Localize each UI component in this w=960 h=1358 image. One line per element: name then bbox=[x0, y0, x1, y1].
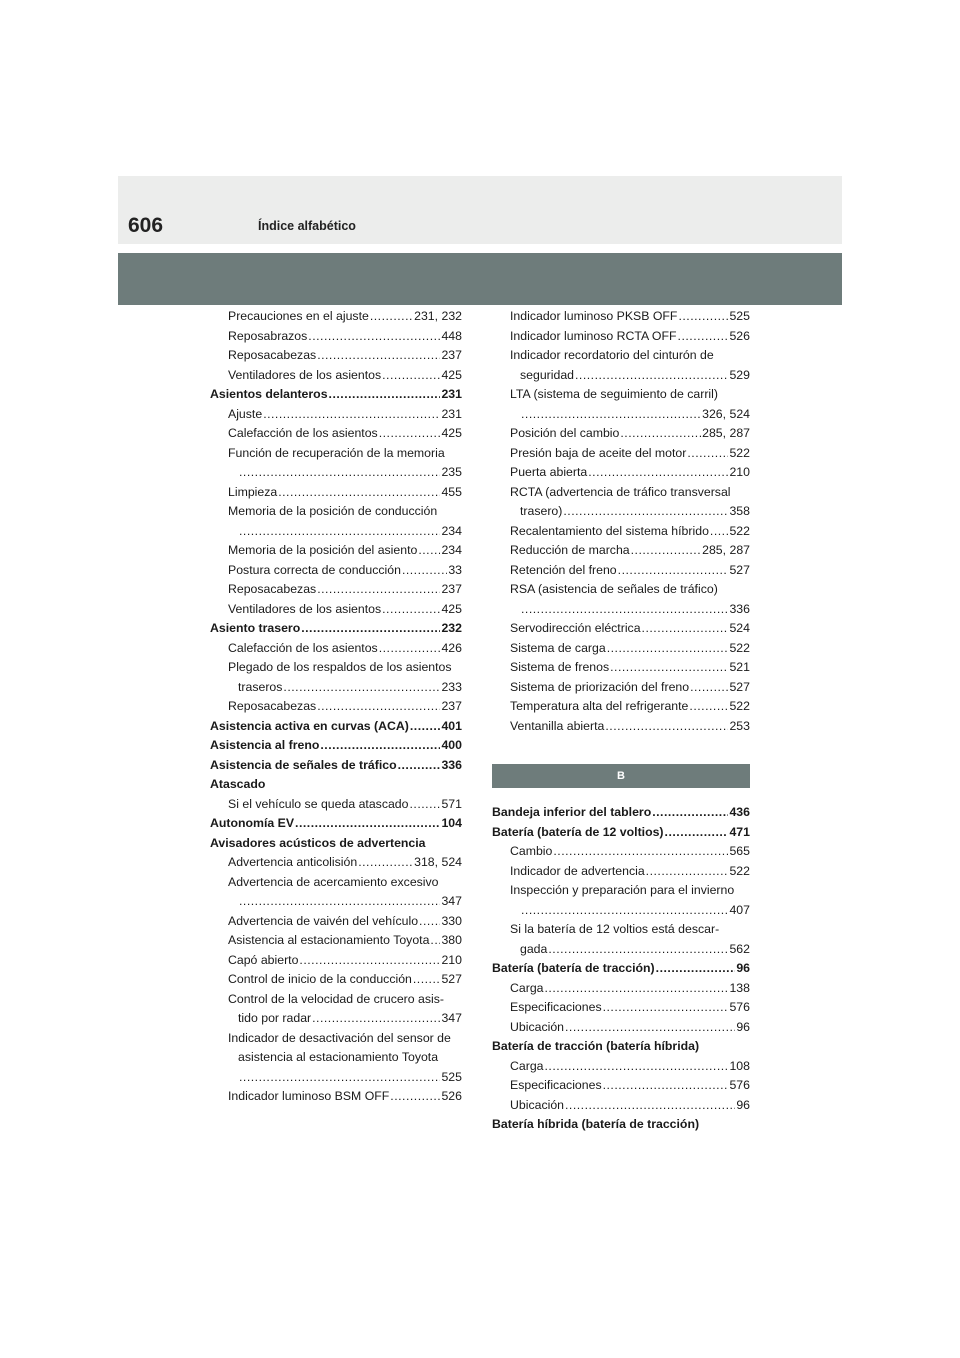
index-entry-page: 562 bbox=[729, 941, 750, 956]
index-entry-label: Batería de tracción (batería híbrida) bbox=[492, 1039, 700, 1053]
index-entry-label: Si la batería de 12 voltios está descar- bbox=[510, 922, 720, 936]
index-column-left bbox=[210, 307, 462, 1107]
dot-leader bbox=[521, 901, 728, 921]
index-entry bbox=[492, 862, 750, 882]
dot-leader bbox=[379, 424, 441, 444]
index-entry bbox=[492, 483, 750, 503]
dot-leader bbox=[565, 1018, 735, 1038]
index-entry bbox=[210, 736, 462, 756]
index-entry bbox=[492, 959, 750, 979]
index-entry bbox=[210, 346, 462, 366]
index-entry-label: Carga bbox=[510, 980, 544, 995]
index-entry bbox=[492, 901, 750, 921]
dot-leader bbox=[263, 405, 440, 425]
index-entry bbox=[210, 522, 462, 542]
index-entry-page: 96 bbox=[736, 1019, 750, 1034]
index-entry-page: 527 bbox=[729, 562, 750, 577]
index-entry-label: RCTA (advertencia de tráfico transversal bbox=[510, 484, 731, 499]
index-entry-label: Indicador luminoso BSM OFF bbox=[228, 1089, 390, 1103]
index-entry-page: 522 bbox=[729, 640, 750, 655]
index-entry-label: Batería híbrida (batería de tracción) bbox=[492, 1117, 700, 1131]
index-entry bbox=[210, 307, 462, 327]
index-entry bbox=[492, 405, 750, 425]
index-entry bbox=[492, 1037, 750, 1057]
index-entry-label: asistencia al estacionamiento Toyota bbox=[238, 1050, 439, 1064]
dot-leader bbox=[358, 853, 413, 873]
index-entry bbox=[492, 385, 750, 405]
index-entry-label: Indicador luminoso RCTA OFF bbox=[510, 328, 677, 343]
index-entry bbox=[492, 639, 750, 659]
index-entry-label: Advertencia de acercamiento excesivo bbox=[228, 874, 439, 889]
index-entry-page: 96 bbox=[736, 961, 750, 975]
index-entry-label: Reposabrazos bbox=[228, 328, 308, 343]
index-entry-page: 436 bbox=[729, 805, 750, 819]
dot-leader bbox=[379, 639, 441, 659]
dot-leader bbox=[548, 940, 728, 960]
index-entry-page: 525 bbox=[441, 1069, 462, 1084]
index-entry bbox=[492, 717, 750, 737]
index-right-bottom bbox=[492, 803, 750, 1135]
index-entry-page: 232 bbox=[441, 621, 462, 635]
dot-leader bbox=[521, 405, 701, 425]
dot-leader bbox=[278, 483, 440, 503]
dot-leader bbox=[430, 931, 440, 951]
index-entry-label: Indicador luminoso PKSB OFF bbox=[510, 309, 678, 323]
index-entry bbox=[210, 756, 462, 776]
index-entry bbox=[210, 697, 462, 717]
index-entry-label: Indicador de advertencia bbox=[510, 863, 645, 878]
index-entry-page: 336 bbox=[441, 757, 462, 772]
dot-leader bbox=[563, 502, 728, 522]
dot-leader bbox=[545, 1057, 729, 1077]
index-entry-label: Calefacción de los asientos bbox=[228, 640, 378, 655]
index-entry-page: 285, 287 bbox=[702, 426, 750, 440]
index-entry-label: Asistencia al estacionamiento Toyota bbox=[228, 933, 430, 947]
index-entry-page: 526 bbox=[441, 1089, 462, 1103]
section-spacer bbox=[492, 736, 750, 764]
dot-leader bbox=[283, 678, 440, 698]
dot-leader bbox=[678, 327, 729, 347]
index-entry-page: 522 bbox=[729, 863, 750, 878]
index-entry-page: 358 bbox=[729, 504, 750, 518]
index-entry bbox=[210, 814, 462, 834]
dot-leader bbox=[413, 970, 441, 990]
index-entry bbox=[492, 327, 750, 347]
index-entry bbox=[492, 307, 750, 327]
page-number: 606 bbox=[128, 214, 164, 237]
index-entry-label: Presión baja de aceite del motor bbox=[510, 445, 687, 460]
dot-leader bbox=[299, 951, 440, 971]
index-entry-page: 237 bbox=[441, 582, 462, 596]
index-entry bbox=[210, 444, 462, 464]
index-entry-label: Ventanilla abierta bbox=[510, 718, 605, 733]
index-entry-page: 565 bbox=[729, 844, 750, 858]
index-entry-page: 231 bbox=[441, 387, 462, 401]
index-entry bbox=[492, 1096, 750, 1116]
index-entry-label: Ventiladores de los asientos bbox=[228, 367, 382, 382]
index-entry-label: tido por radar bbox=[238, 1011, 312, 1025]
index-entry bbox=[492, 697, 750, 717]
index-entry-page: 425 bbox=[441, 601, 462, 616]
index-entry-page: 231 bbox=[441, 406, 462, 421]
index-entry bbox=[210, 1029, 462, 1049]
index-entry-page: 347 bbox=[441, 894, 462, 908]
dot-leader bbox=[607, 639, 729, 659]
index-entry-page: 235 bbox=[441, 465, 462, 479]
index-entry-page: 525 bbox=[729, 309, 750, 323]
dot-leader bbox=[239, 522, 440, 542]
dot-leader bbox=[545, 979, 729, 999]
index-entry-label: Sistema de frenos bbox=[510, 660, 610, 674]
index-entry bbox=[492, 842, 750, 862]
index-entry-page: 380 bbox=[441, 933, 462, 947]
index-entry-label: Avisadores acústicos de advertencia bbox=[210, 835, 426, 850]
index-entry bbox=[492, 678, 750, 698]
dot-leader bbox=[295, 814, 440, 834]
index-entry bbox=[492, 541, 750, 561]
index-entry bbox=[210, 561, 462, 581]
index-entry bbox=[492, 1057, 750, 1077]
index-entry bbox=[492, 580, 750, 600]
dot-leader bbox=[409, 795, 440, 815]
index-entry-page: 425 bbox=[441, 367, 462, 382]
index-entry-page: 210 bbox=[441, 952, 462, 967]
index-entry-label: Reposacabezas bbox=[228, 699, 317, 713]
index-entry bbox=[210, 385, 462, 405]
index-entry-page: 33 bbox=[448, 562, 462, 577]
index-entry bbox=[210, 658, 462, 678]
index-entry bbox=[492, 803, 750, 823]
index-entry-label: Atascado bbox=[210, 777, 266, 791]
index-entry-label: Asientos delanteros bbox=[210, 387, 328, 401]
index-entry bbox=[492, 600, 750, 620]
index-entry bbox=[210, 951, 462, 971]
index-entry-label: traseros bbox=[238, 679, 283, 694]
index-entry bbox=[492, 561, 750, 581]
index-entry bbox=[492, 1115, 750, 1135]
dot-leader bbox=[652, 803, 728, 823]
index-entry-label: Asiento trasero bbox=[210, 621, 301, 635]
dot-leader bbox=[610, 658, 728, 678]
index-entry-label: Si el vehículo se queda atascado bbox=[228, 796, 409, 811]
index-entry-label: Indicador recordatorio del cinturón de bbox=[510, 348, 714, 362]
index-entry bbox=[210, 834, 462, 854]
index-entry bbox=[492, 463, 750, 483]
index-entry-label: Bandeja inferior del tablero bbox=[492, 805, 652, 819]
index-entry-page: 425 bbox=[441, 426, 462, 440]
dot-leader bbox=[301, 619, 440, 639]
index-entry bbox=[492, 346, 750, 366]
index-entry bbox=[210, 327, 462, 347]
index-entry-label: trasero) bbox=[520, 504, 563, 518]
dot-leader bbox=[618, 561, 729, 581]
index-entry-label: Retención del freno bbox=[510, 562, 617, 577]
dot-leader bbox=[553, 842, 728, 862]
index-entry bbox=[210, 1048, 462, 1068]
index-entry-page: 233 bbox=[441, 679, 462, 694]
index-entry-page: 104 bbox=[441, 816, 462, 830]
index-entry bbox=[210, 853, 462, 873]
index-entry-page: 522 bbox=[729, 445, 750, 460]
index-entry bbox=[492, 619, 750, 639]
index-entry-label: Memoria de la posición de conducción bbox=[228, 504, 438, 518]
header-dark-band bbox=[118, 253, 842, 305]
index-entry-page: 336 bbox=[729, 601, 750, 616]
index-entry-label: Carga bbox=[510, 1058, 544, 1073]
index-entry-page: 237 bbox=[441, 699, 462, 713]
index-entry-page: 96 bbox=[736, 1097, 750, 1112]
index-entry-label: Batería (batería de tracción) bbox=[492, 961, 655, 975]
index-entry-label: Postura correcta de conducción bbox=[228, 562, 401, 577]
dot-leader bbox=[419, 912, 440, 932]
index-entry-page: 529 bbox=[729, 367, 750, 382]
index-entry-label: Plegado de los respaldos de los asientos bbox=[228, 660, 452, 674]
index-entry-label: gada bbox=[520, 941, 548, 956]
index-entry-label: Advertencia anticolisión bbox=[228, 855, 358, 869]
index-entry-label: Inspección y preparación para el invierno bbox=[510, 883, 735, 897]
index-entry-page: 210 bbox=[729, 465, 750, 479]
index-entry-label: Ajuste bbox=[228, 406, 263, 421]
index-entry bbox=[492, 823, 750, 843]
index-entry bbox=[492, 1018, 750, 1038]
index-entry-page: 527 bbox=[441, 972, 462, 986]
index-entry-page: 318, 524 bbox=[414, 855, 462, 869]
index-entry bbox=[492, 502, 750, 522]
index-entry-label: Batería (batería de 12 voltios) bbox=[492, 824, 664, 839]
dot-leader bbox=[521, 600, 728, 620]
dot-leader bbox=[317, 697, 440, 717]
index-entry bbox=[492, 920, 750, 940]
index-entry-label: Sistema de carga bbox=[510, 640, 606, 655]
index-entry-page: 285, 287 bbox=[702, 543, 750, 557]
index-entry bbox=[210, 873, 462, 893]
index-entry-label: Ubicación bbox=[510, 1019, 564, 1034]
index-right-top bbox=[492, 307, 750, 736]
dot-leader bbox=[418, 541, 440, 561]
index-entry-label: Asistencia de señales de tráfico bbox=[210, 757, 397, 772]
index-entry-page: 108 bbox=[729, 1058, 750, 1073]
dot-leader bbox=[603, 998, 729, 1018]
index-entry-page: 347 bbox=[441, 1011, 462, 1025]
dot-leader bbox=[642, 619, 729, 639]
index-entry-label: Memoria de la posición del asiento bbox=[228, 543, 418, 557]
index-entry-label: Calefacción de los asientos bbox=[228, 426, 378, 440]
index-entry-page: 400 bbox=[441, 738, 462, 752]
index-entry-label: Especificaciones bbox=[510, 1078, 602, 1092]
index-entry bbox=[492, 424, 750, 444]
index-entry-page: 522 bbox=[729, 523, 750, 538]
dot-leader bbox=[317, 346, 440, 366]
index-entry bbox=[492, 979, 750, 999]
dot-leader bbox=[410, 717, 441, 737]
letter-heading-b: B bbox=[492, 764, 750, 788]
index-entry-label: Especificaciones bbox=[510, 1000, 602, 1014]
index-entry-page: 471 bbox=[729, 824, 750, 839]
dot-leader bbox=[656, 959, 736, 979]
index-entry-page: 253 bbox=[729, 718, 750, 733]
section-title: Índice alfabético bbox=[258, 219, 356, 233]
index-entry bbox=[492, 444, 750, 464]
index-entry-label: Temperatura alta del refrigerante bbox=[510, 699, 689, 713]
index-entry-label: Precauciones en el ajuste bbox=[228, 309, 369, 323]
index-entry bbox=[210, 580, 462, 600]
index-entry bbox=[210, 775, 462, 795]
index-entry bbox=[210, 463, 462, 483]
dot-leader bbox=[646, 862, 729, 882]
index-entry-label: Limpieza bbox=[228, 484, 278, 499]
index-entry bbox=[210, 892, 462, 912]
index-entry-page: 576 bbox=[729, 1078, 750, 1092]
index-entry bbox=[210, 424, 462, 444]
index-entry-label: Capó abierto bbox=[228, 952, 299, 967]
index-entry-label: Autonomía EV bbox=[210, 816, 295, 830]
index-entry-label: Ubicación bbox=[510, 1097, 564, 1112]
index-entry bbox=[210, 600, 462, 620]
dot-leader bbox=[320, 736, 440, 756]
index-entry-label: Control de la velocidad de crucero asis- bbox=[228, 991, 444, 1006]
index-entry-page: 522 bbox=[729, 699, 750, 713]
index-entry-label: Asistencia al freno bbox=[210, 738, 320, 752]
dot-leader bbox=[382, 600, 440, 620]
index-column-right bbox=[492, 307, 750, 1135]
index-entry-label: RSA (asistencia de señales de tráfico) bbox=[510, 582, 718, 596]
index-entry bbox=[210, 405, 462, 425]
index-entry bbox=[492, 366, 750, 386]
dot-leader bbox=[689, 697, 728, 717]
index-entry-page: 521 bbox=[729, 660, 750, 674]
index-entry-label: Indicador de desactivación del sensor de bbox=[228, 1030, 451, 1045]
index-entry bbox=[210, 912, 462, 932]
index-entry bbox=[210, 717, 462, 737]
index-entry-page: 326, 524 bbox=[702, 406, 750, 421]
dot-leader bbox=[239, 463, 440, 483]
index-entry bbox=[492, 658, 750, 678]
index-entry bbox=[210, 483, 462, 503]
index-entry-label: seguridad bbox=[520, 367, 575, 382]
dot-leader bbox=[690, 678, 728, 698]
dot-leader bbox=[382, 366, 440, 386]
index-entry bbox=[492, 881, 750, 901]
index-entry-page: 526 bbox=[729, 328, 750, 343]
index-entry bbox=[492, 940, 750, 960]
index-entry bbox=[492, 522, 750, 542]
index-entry bbox=[210, 1009, 462, 1029]
index-entry-label: Función de recuperación de la memoria bbox=[228, 445, 445, 460]
dot-leader bbox=[631, 541, 702, 561]
index-entry-label: Advertencia de vaivén del vehículo bbox=[228, 913, 419, 928]
index-entry-page: 527 bbox=[729, 679, 750, 694]
index-entry-label: LTA (sistema de seguimiento de carril) bbox=[510, 387, 718, 401]
dot-leader bbox=[402, 561, 447, 581]
index-entry-page: 455 bbox=[441, 484, 462, 499]
dot-leader bbox=[565, 1096, 735, 1116]
index-entry bbox=[210, 1087, 462, 1107]
dot-leader bbox=[575, 366, 728, 386]
header-band bbox=[118, 176, 842, 244]
dot-leader bbox=[312, 1009, 440, 1029]
dot-leader bbox=[398, 756, 441, 776]
index-entry-page: 234 bbox=[441, 543, 462, 557]
index-entry bbox=[210, 541, 462, 561]
index-entry bbox=[210, 1068, 462, 1088]
index-entry-label: Reposacabezas bbox=[228, 582, 317, 596]
dot-leader bbox=[329, 385, 441, 405]
index-entry-page: 237 bbox=[441, 348, 462, 362]
index-entry-page: 576 bbox=[729, 1000, 750, 1014]
dot-leader bbox=[665, 823, 729, 843]
index-entry bbox=[492, 1076, 750, 1096]
dot-leader bbox=[687, 444, 728, 464]
index-entry bbox=[210, 366, 462, 386]
dot-leader bbox=[605, 717, 728, 737]
index-entry-label: Posición del cambio bbox=[510, 426, 620, 440]
dot-leader bbox=[308, 327, 440, 347]
index-entry-label: Reducción de marcha bbox=[510, 543, 630, 557]
dot-leader bbox=[710, 522, 729, 542]
index-entry-label: Ventiladores de los asientos bbox=[228, 601, 382, 616]
index-entry-page: 426 bbox=[441, 640, 462, 655]
index-entry-label: Sistema de priorización del freno bbox=[510, 679, 690, 694]
index-entry-label: Reposacabezas bbox=[228, 348, 317, 362]
index-entry bbox=[210, 502, 462, 522]
index-entry-label: Puerta abierta bbox=[510, 465, 588, 479]
index-entry-page: 448 bbox=[441, 328, 462, 343]
index-entry bbox=[210, 931, 462, 951]
index-entry bbox=[210, 795, 462, 815]
index-entry-page: 138 bbox=[729, 980, 750, 995]
dot-leader bbox=[239, 1068, 440, 1088]
dot-leader bbox=[390, 1087, 440, 1107]
index-entry bbox=[210, 678, 462, 698]
dot-leader bbox=[620, 424, 701, 444]
dot-leader bbox=[317, 580, 440, 600]
index-entry-label: Control de inicio de la conducción bbox=[228, 972, 412, 986]
index-entry-page: 524 bbox=[729, 621, 750, 635]
index-entry bbox=[210, 990, 462, 1010]
dot-leader bbox=[239, 892, 440, 912]
index-entry bbox=[210, 639, 462, 659]
dot-leader bbox=[678, 307, 728, 327]
index-entry-page: 231, 232 bbox=[414, 309, 462, 323]
index-entry bbox=[210, 970, 462, 990]
index-entry bbox=[492, 998, 750, 1018]
index-entry-page: 330 bbox=[441, 913, 462, 928]
index-entry bbox=[210, 619, 462, 639]
dot-leader bbox=[603, 1076, 729, 1096]
index-entry-label: Asistencia activa en curvas (ACA) bbox=[210, 718, 409, 733]
index-entry-label: Recalentamiento del sistema híbrido bbox=[510, 523, 709, 538]
dot-leader bbox=[370, 307, 413, 327]
index-entry-page: 571 bbox=[441, 796, 462, 811]
index-entry-page: 407 bbox=[729, 902, 750, 917]
index-entry-page: 401 bbox=[441, 718, 462, 733]
index-entry-label: Cambio bbox=[510, 844, 553, 858]
index-entry-label: Servodirección eléctrica bbox=[510, 621, 641, 635]
index-entry-page: 234 bbox=[441, 523, 462, 538]
dot-leader bbox=[588, 463, 728, 483]
